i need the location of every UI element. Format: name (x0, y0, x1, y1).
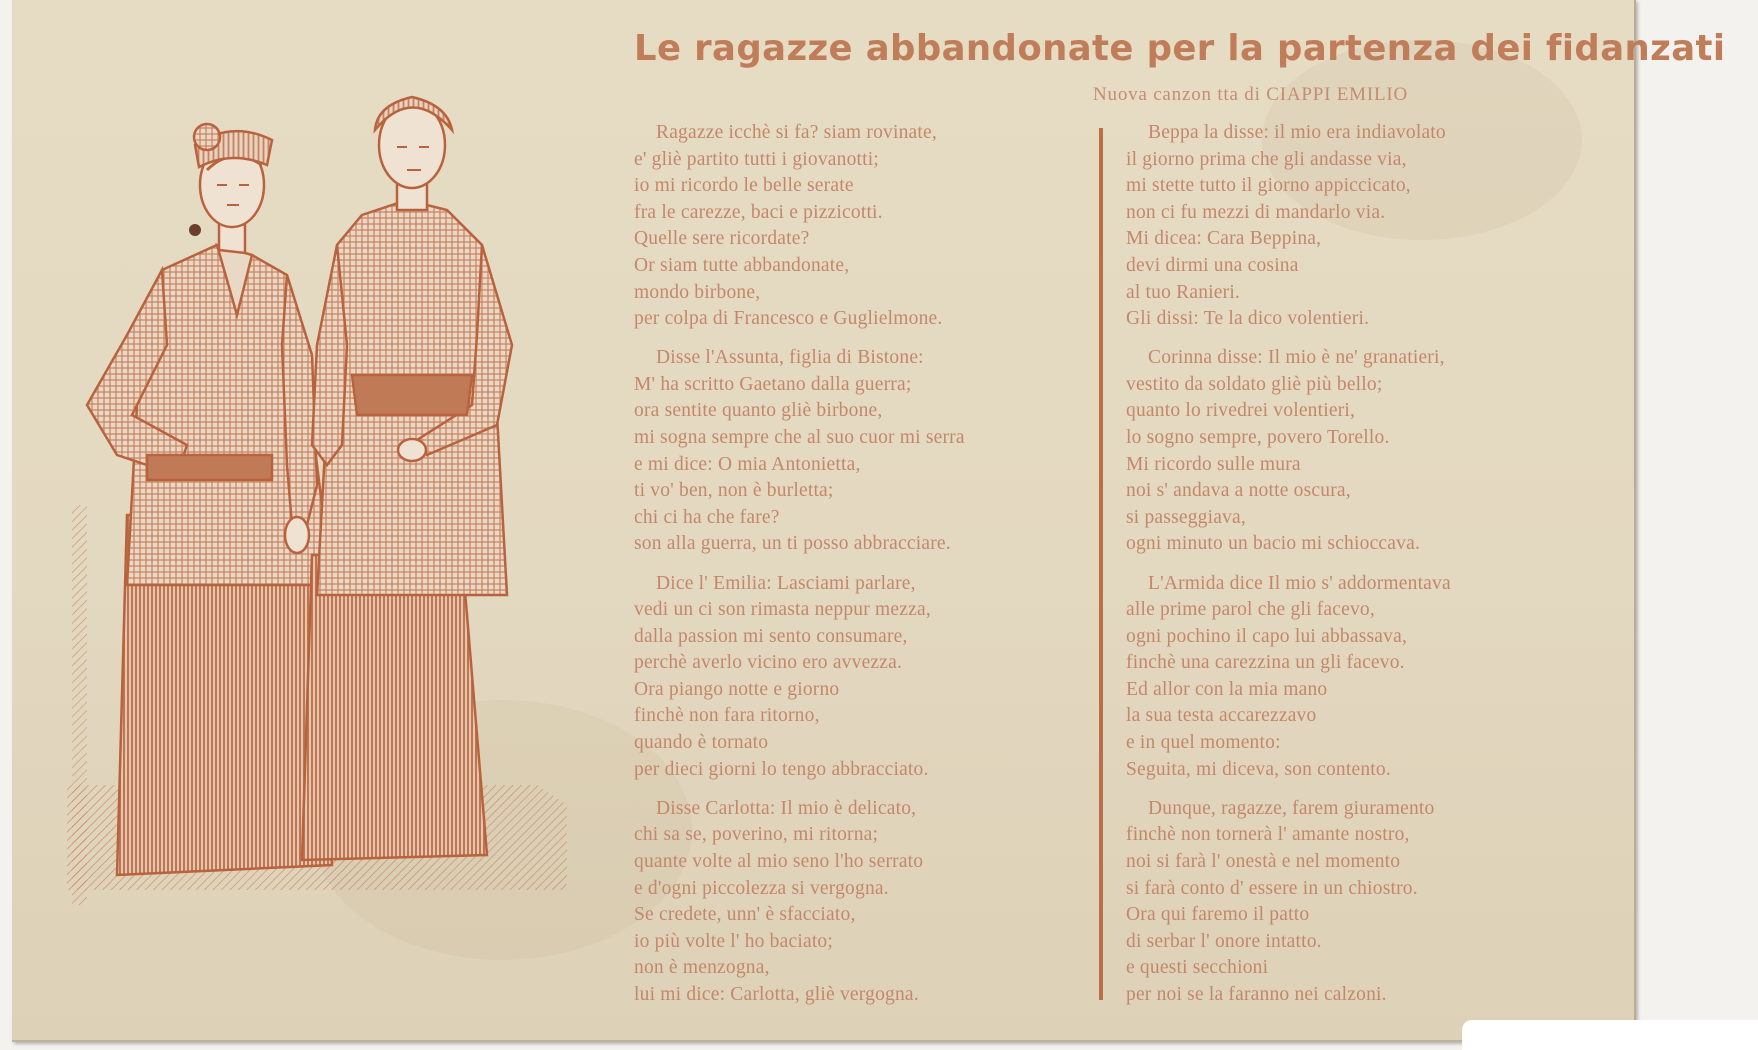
verse-line: Se credete, unn' è sfacciato, (634, 904, 856, 926)
verse-line: io mi ricordo le belle serate (634, 175, 854, 197)
verse-line: Dice l' Emilia: Lasciami parlare, (656, 572, 916, 594)
verse-line: Or siam tutte abbandonate, (634, 254, 850, 276)
verse-line: lui mi dice: Carlotta, gliè vergogna. (634, 983, 919, 1005)
verse-line: al tuo Ranieri. (1126, 281, 1241, 303)
verse-line: quanto lo rivedrei volentieri, (1126, 400, 1356, 422)
verse-line: mondo birbone, (634, 281, 761, 303)
verse-line: si passeggiava, (1126, 506, 1246, 528)
verse-line: M' ha scritto Gaetano dalla guerra; (634, 373, 912, 395)
verse-line: Corinna disse: Il mio è ne' granatieri, (1148, 347, 1445, 369)
verse-line: Mi ricordo sulle mura (1126, 453, 1301, 475)
verse-line: Ed allor con la mia mano (1126, 678, 1328, 700)
verse-line: chi ci ha che fare? (634, 506, 780, 528)
column-divider (1099, 128, 1103, 1000)
verse-line: il giorno prima che gli andasse via, (1126, 148, 1407, 170)
verse-line: mi sogna sempre che al suo cuor mi serra (634, 427, 965, 449)
verse-line: per noi se la faranno nei calzoni. (1126, 983, 1387, 1005)
verse-line: Quelle sere ricordate? (634, 228, 810, 250)
verse-line: lo sogno sempre, povero Torello. (1126, 427, 1390, 449)
lyrics-right-column (1126, 120, 1596, 1021)
verse-line: chi sa se, poverino, mi ritorna; (634, 824, 879, 846)
verse-line: la sua testa accarezzavo (1126, 705, 1317, 727)
verse-line: mi stette tutto il giorno appiccicato, (1126, 175, 1411, 197)
verse-line: Gli dissi: Te la dico volentieri. (1126, 308, 1370, 330)
verse-line: ti vo' ben, non è burletta; (634, 480, 834, 502)
lyrics-left-column (634, 120, 1074, 1021)
verse-line: ogni pochino il capo lui abbassava, (1126, 625, 1408, 647)
stanza (1126, 796, 1596, 1009)
verse-line: per colpa di Francesco e Guglielmone. (634, 308, 943, 330)
verse-line: vestito da soldato gliè più bello; (1126, 373, 1383, 395)
verse-line: ora sentite quanto gliè birbone, (634, 400, 883, 422)
verse-line: non è menzogna, (634, 957, 770, 979)
verse-line: perchè averlo vicino ero avvezza. (634, 652, 903, 674)
verse-line: Beppa la disse: il mio era indiavolato (1148, 122, 1446, 143)
stanza (1126, 345, 1596, 558)
verse-line: alle prime parol che gli facevo, (1126, 599, 1375, 621)
verse-line: finchè non fara ritorno, (634, 705, 820, 727)
verse-line: e questi secchioni (1126, 957, 1269, 979)
song-title: Le ragazze abbandonate per la partenza dei fidanzati (634, 28, 1726, 69)
two-women-engraving-icon (67, 85, 587, 915)
verse-line: finchè una carezzina un gli facevo. (1126, 652, 1405, 674)
verse-line: fra le carezze, baci e pizzicotti. (634, 201, 883, 223)
verse-line: devi dirmi una cosina (1126, 254, 1299, 276)
stanza (634, 345, 1074, 558)
stanza (634, 120, 1074, 333)
verse-line: Dunque, ragazze, farem giuramento (1148, 797, 1435, 819)
verse-line: si farà conto d' essere in un chiostro. (1126, 877, 1418, 899)
verse-line: quante volte al mio seno l'ho serrato (634, 850, 924, 872)
scan-corner-tab (1462, 1020, 1758, 1050)
verse-line: per dieci giorni lo tengo abbracciato. (634, 758, 929, 780)
verse-line: noi si farà l' onestà e nel momento (1126, 850, 1401, 872)
verse-line: e' gliè partito tutti i giovanotti; (634, 148, 880, 170)
stanza (634, 571, 1074, 784)
verse-line: Mi dicea: Cara Beppina, (1126, 228, 1322, 250)
verse-line: quando è tornato (634, 732, 769, 754)
verse-line: Ora piango notte e giorno (634, 678, 840, 700)
stanza (1126, 120, 1596, 333)
verse-line: noi s' andava a notte oscura, (1126, 480, 1351, 502)
verse-line: vedi un ci son rimasta neppur mezza, (634, 599, 931, 621)
verse-line: di serbar l' onore intatto. (1126, 930, 1322, 952)
verse-line: Disse Carlotta: Il mio è delicato, (656, 797, 917, 819)
verse-line: Disse l'Assunta, figlia di Bistone: (656, 347, 924, 369)
verse-line: non ci fu mezzi di mandarlo via. (1126, 201, 1386, 223)
verse-line: Ragazze icchè si fa? siam rovinate, (656, 122, 937, 143)
verse-line: dalla passion mi sento consumare, (634, 625, 908, 647)
verse-line: io più volte l' ho baciato; (634, 930, 834, 952)
song-subtitle: Nuova canzon tta di CIAPPI EMILIO (1093, 84, 1409, 105)
verse-line: ogni minuto un bacio mi schioccava. (1126, 533, 1421, 555)
verse-line: Seguita, mi diceva, son contento. (1126, 758, 1391, 780)
stanza (1126, 571, 1596, 784)
verse-line: Ora qui faremo il patto (1126, 904, 1310, 926)
postcard (12, 0, 1726, 1042)
stanza (634, 796, 1074, 1009)
verse-line: son alla guerra, un ti posso abbracciare. (634, 533, 951, 555)
verse-line: e in quel momento: (1126, 732, 1281, 754)
verse-line: e mi dice: O mia Antonietta, (634, 453, 861, 475)
verse-line: finchè non tornerà l' amante nostro, (1126, 824, 1410, 846)
verse-line: e d'ogni piccolezza si vergogna. (634, 877, 889, 899)
verse-line: L'Armida dice Il mio s' addormentava (1148, 572, 1451, 594)
